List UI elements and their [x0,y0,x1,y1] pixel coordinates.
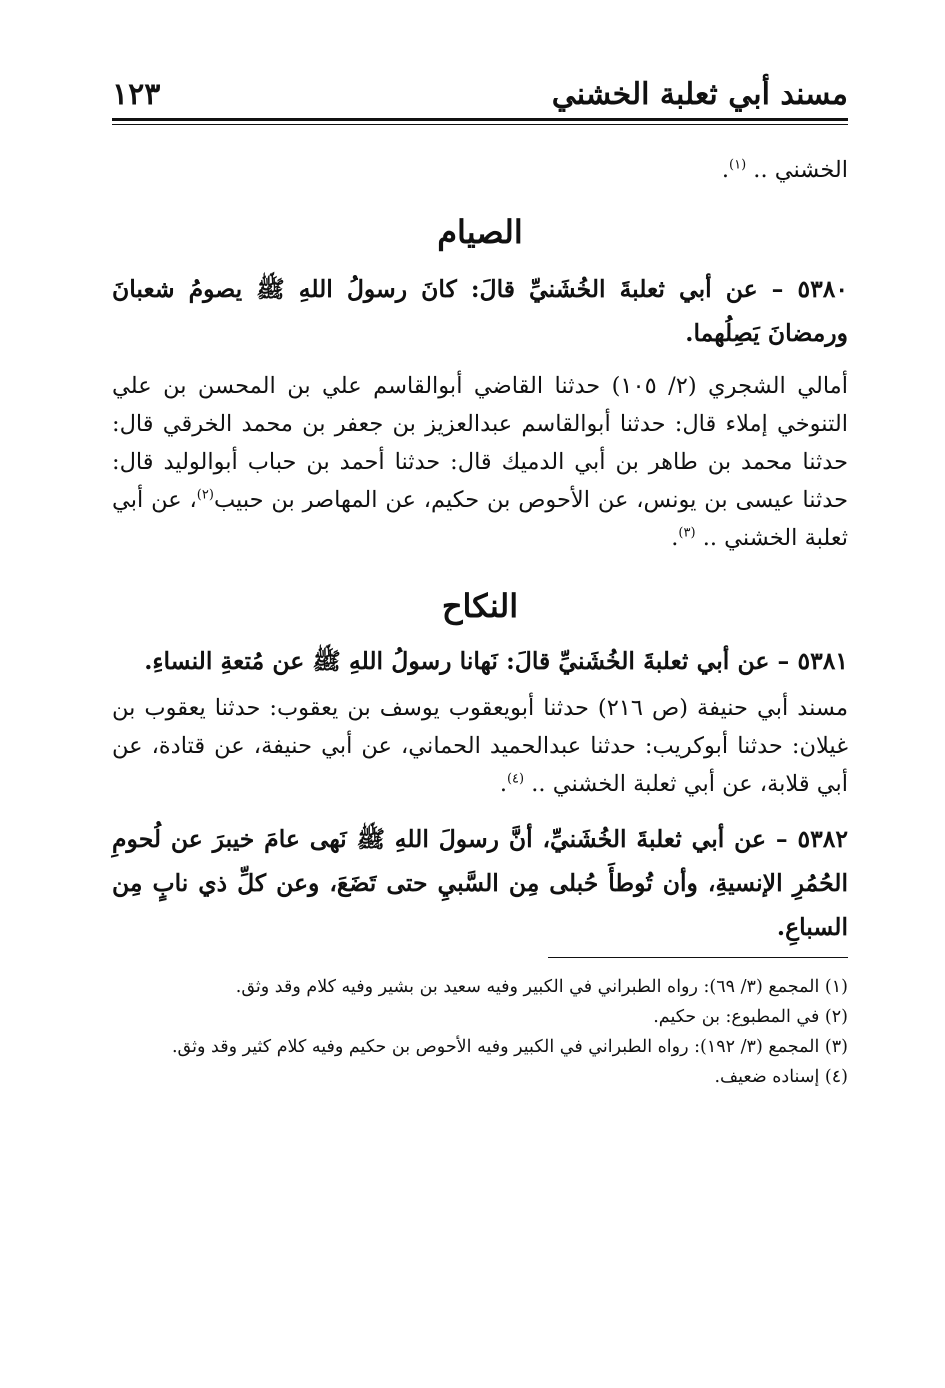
book-page [112,72,848,1092]
footnote-1: (١) المجمع (٣/ ٦٩): رواه الطبراني في الكبير وفيه سعيد بن بشير وفيه كلام وقد وثق. [235,977,848,997]
running-title: مسند أبي ثعلبة الخشني [551,77,848,112]
footnote-separator [548,957,848,958]
footnote-ref-1: (١) [729,157,747,173]
source-5380 [112,367,848,557]
hadith-5380: ٥٣٨٠ – عن أبي ثعلبةَ الخُشَنيِّ قالَ: كانَ رسولُ اللهِ ﷺ يصومُ شعبانَ ورمضانَ يَصِلُهما. [112,275,848,347]
footnote-2: (٢) في المطبوع: بن حكيم. [653,1007,848,1027]
footnotes [112,972,848,1092]
source-5380-text: أمالي الشجري (٢/ ١٠٥) حدثنا القاضي أبوالقاسم علي بن المحسن بن علي التنوخي إملاء قال: حدثنا أبوالقاسم عبدالعزيز بن جعفر بن محمد الخرقي قال: حدثنا محمد بن طاهر بن أبي الدميك قال: حدثنا أحمد بن حباب أبوالوليد قال: حدثنا عيسى بن يونس، عن الأحوص بن حكيم، عن المهاصر بن حبيب [112,373,848,513]
source-5381 [112,689,848,803]
page-header [112,72,848,112]
header-rule-thin [112,124,848,125]
hadith-5382: ٥٣٨٢ – عن أبي ثعلبةَ الخُشَنيِّ، أنَّ رسولَ اللهِ ﷺ نَهى عامَ خيبرَ عن لُحومِ الحُمُرِ الإنسيةِ، وأن تُوطأَ حُبلى مِن السَّبيِ حتى تَضَعَ، وعن كلِّ ذي نابٍ مِن السباعِ. [112,825,848,941]
source-5381-end: . [499,771,507,797]
hadith-5381: ٥٣٨١ – عن أبي ثعلبةَ الخُشَنيِّ قالَ: نَهانا رسولُ اللهِ ﷺ عن مُتعةِ النساءِ. [144,647,848,675]
continuation-end: . [721,157,729,183]
source-5380-end: . [671,525,679,551]
footnote-4: (٤) إسناده ضعيف. [714,1067,848,1087]
source-5381-text: مسند أبي حنيفة (ص ٢١٦) حدثنا أبويعقوب يوسف بن يعقوب: حدثنا يعقوب بن غيلان: حدثنا أبوكريب: حدثنا عبدالحميد الحماني، عن أبي حنيفة، عن قتادة، عن أبي قلابة، عن أبي ثعلبة الخشني .. [112,695,849,797]
footnote-ref-4: (٤) [506,771,525,787]
section-heading-marriage: النكاح [441,587,519,625]
footnote-ref-2: (٢) [196,487,214,503]
page-number: ١٢٣ [112,77,161,112]
footnote-3: (٣) المجمع (٣/ ١٩٢): رواه الطبراني في الكبير وفيه الأحوص بن حكيم وفيه كلام كثير وقد وثق. [171,1037,848,1057]
section-heading-fasting: الصيام [437,213,523,251]
source-5380-text-cont: ، عن أبي ثعلبة الخشني .. [112,487,848,551]
footnote-ref-3: (٣) [678,525,696,541]
continuation-text: الخشني .. [746,157,848,183]
header-rule-thick [112,118,848,121]
continuation-line [112,151,848,189]
